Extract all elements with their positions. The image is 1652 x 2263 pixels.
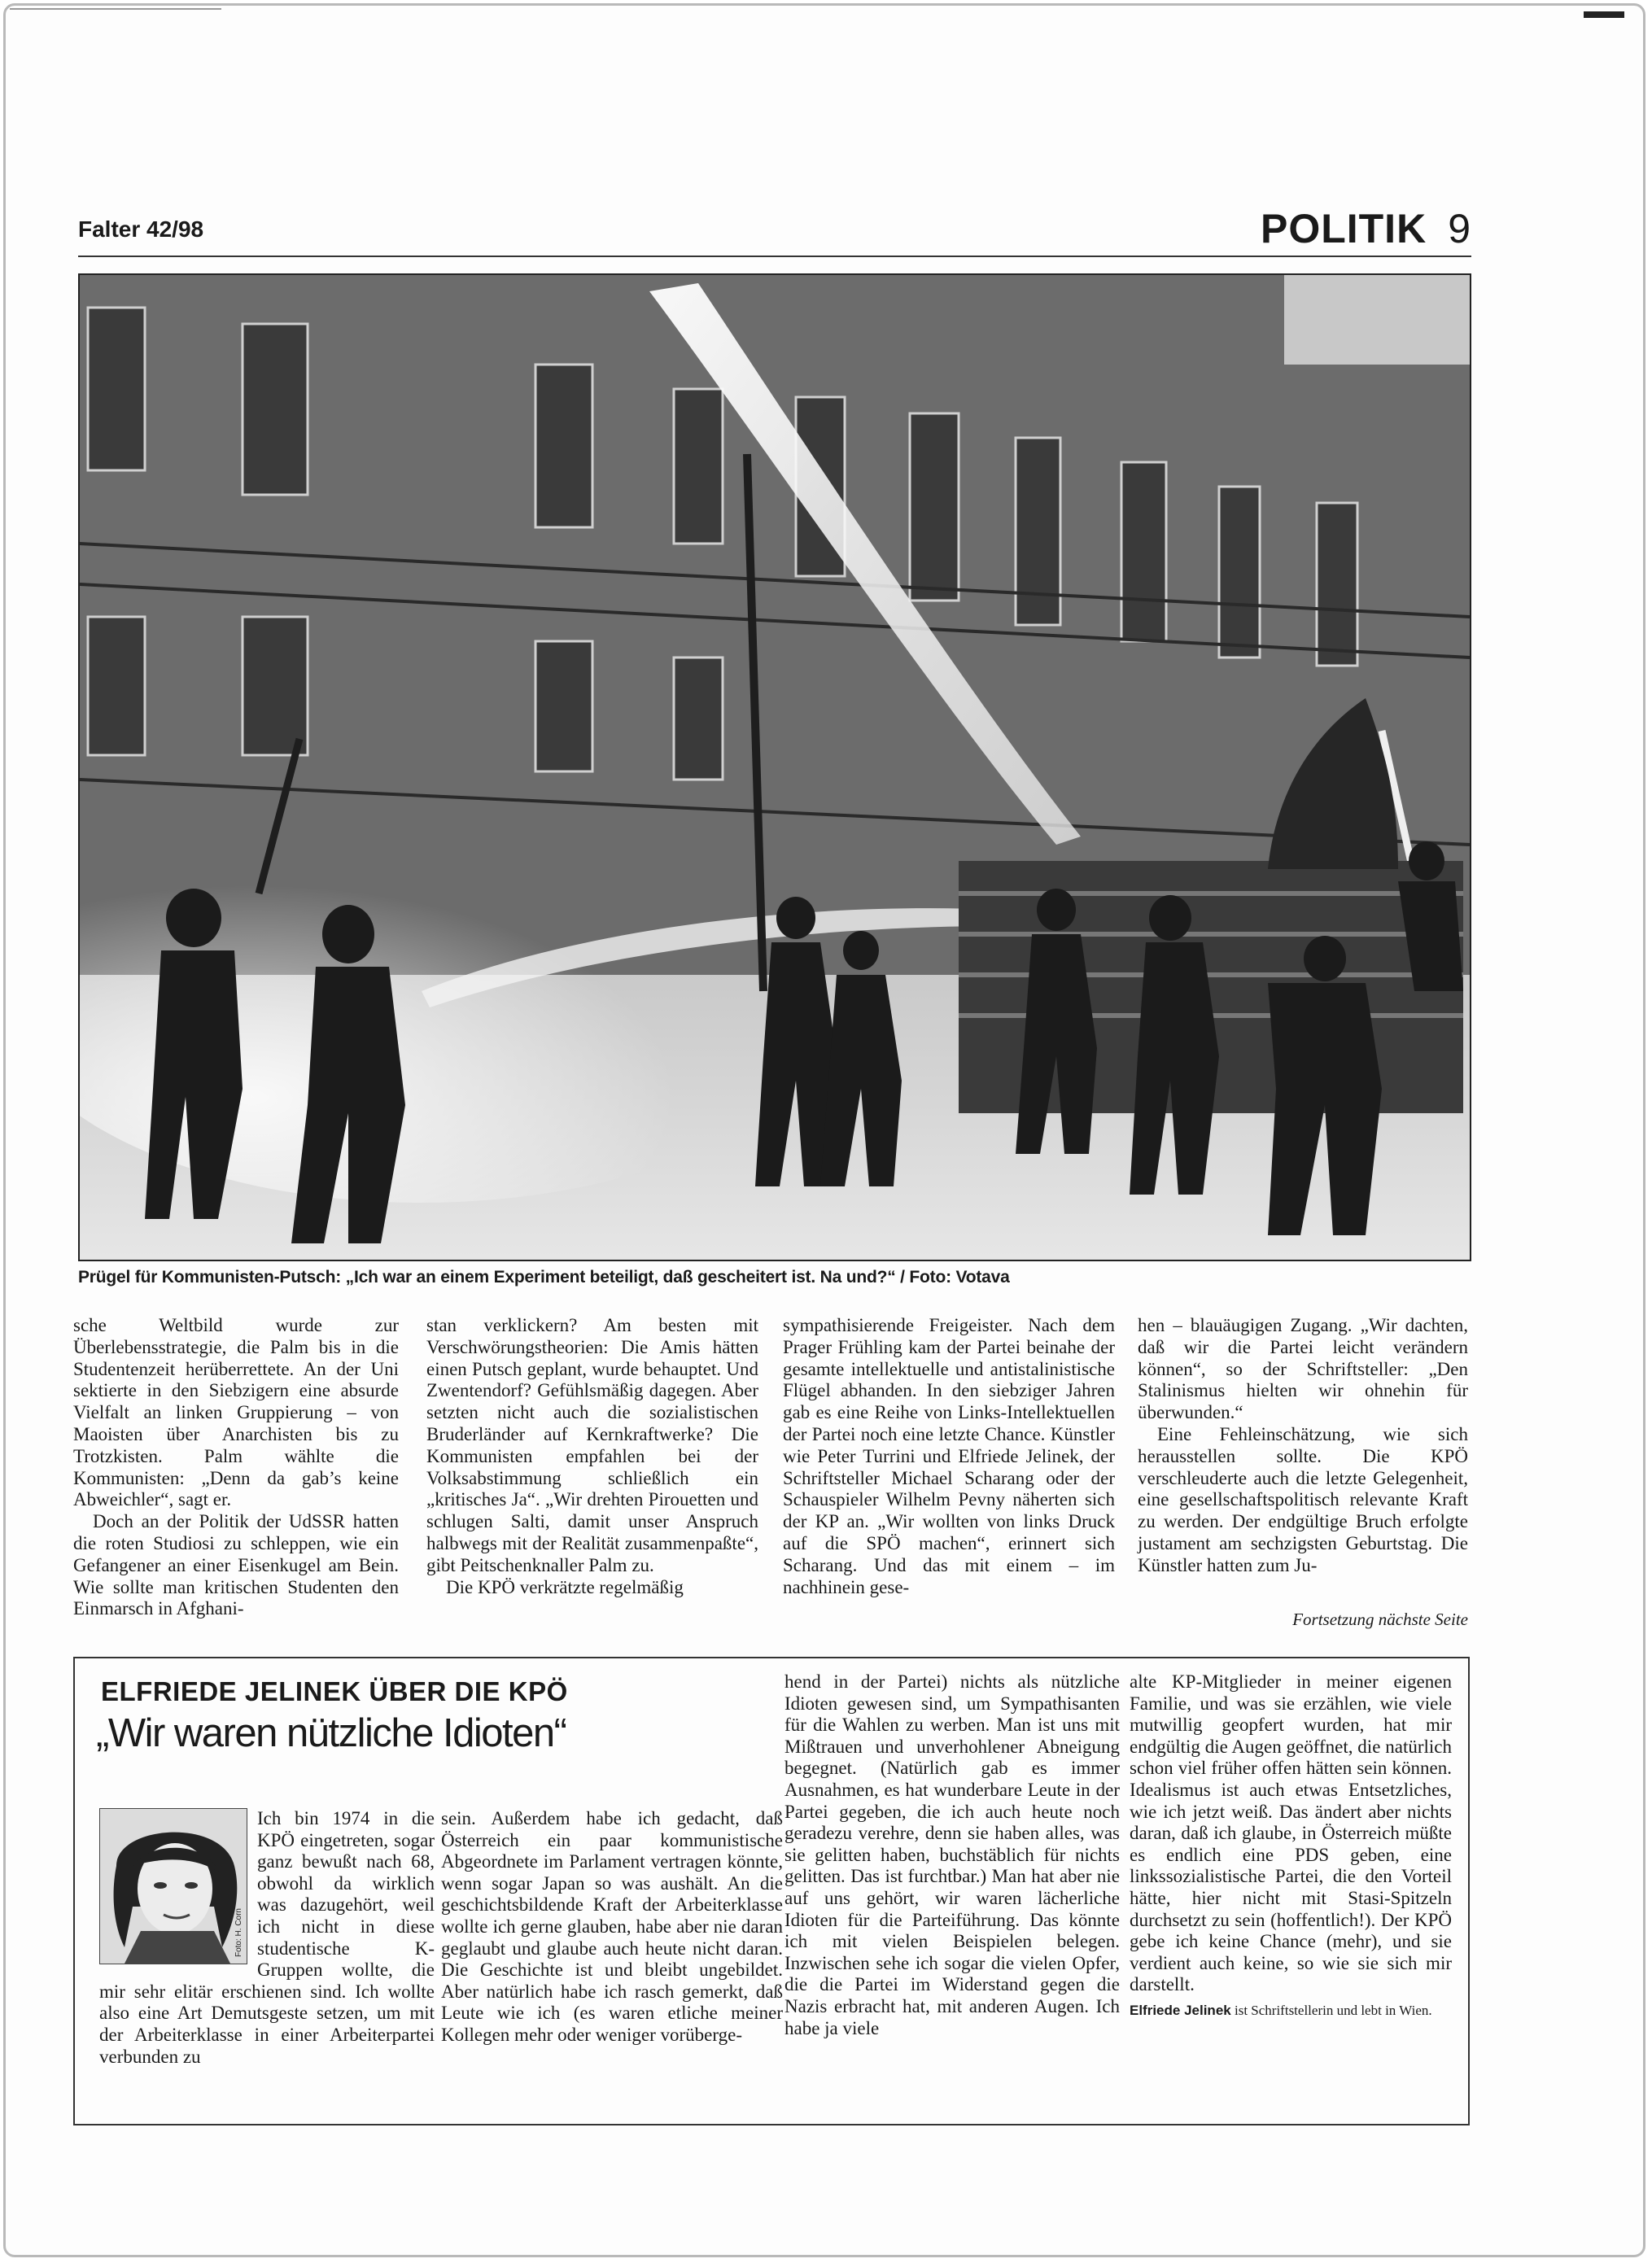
author-signature — [1130, 2003, 1452, 2019]
article-paragraph: Doch an der Politik der UdSSR hatten die roten Studiosi zu schleppen, wie ein Gefangener an einer Eisenkugel am Bein. Wie sollte man kritischen Studenten den Einmarsch in Afghani- — [73, 1511, 399, 1619]
portrait-credit: Foto: H. Corn — [234, 1907, 243, 1957]
signature-name: Elfriede Jelinek — [1130, 2002, 1231, 2018]
scan-edge-line — [10, 8, 221, 10]
section-title — [1261, 205, 1471, 252]
article-paragraph: sympathisierende Freigeister. Nach dem Prager Frühling kam der Partei beinahe der gesamte intellektuelle und antistalinistische Flügel abhanden. In den siebziger Jahren gab es eine Reihe von Links-Intellektuellen der Partei noch eine letzte Chance. Künstler wie Peter Turrini und Elfriede Jelinek, der Schriftsteller Michael Scharang oder der Schauspieler Wilhelm Pevny näherten sich der KP an. „Wir wollten von links Druck auf die SPÖ machen“, erinnert sich Scharang. Und das mit einem – im nachhinein gese- — [783, 1315, 1115, 1597]
header-rule — [78, 256, 1471, 257]
box-paragraph: sein. Außerdem habe ich gedacht, daß Österreich ein paar kommunistische Abgeordnete im Parlament vertragen könnte, wenn sogar Japan so was aushält. An die geschichtsbildende Kraft der Arbeiterklasse wollte ich gerne glauben, habe aber nie daran geglaubt und glaube auch heute nicht daran. Die Geschichte ist und bleibt ungebildet. Aber natürlich habe ich rasch gemerkt, daß Leute wie ich (es waren etliche meiner Kollegen mehr oder weniger vorüberge- — [441, 1808, 783, 2045]
signature-text: ist Schriftstellerin und lebt in Wien. — [1230, 2002, 1432, 2018]
box-column-4 — [1130, 1671, 1452, 2019]
corner-mark — [1584, 11, 1624, 18]
article-column-2 — [426, 1315, 758, 1598]
photo-illustration — [80, 275, 1470, 1260]
article-paragraph: sche Weltbild wurde zur Überlebensstrategie, die Palm bis in die Studentenzeit herüberrettete. An der Uni sektierte in den Siebzigern eine absurde Vielfalt an linken Gruppierung – von Maoisten über Anarchisten bis zu Trotzkisten. Palm wählte die Kommunisten: „Denn da gab’s keine Abweichler“, sagt er. — [73, 1315, 399, 1510]
box-column-3 — [784, 1671, 1120, 2039]
article-paragraph: stan verklickern? Am besten mit Verschwörungstheorien: Die Amis hätten einen Putsch geplant, wurde behauptet. Und Zwentendorf? Gefühlsmäßig dagegen. Aber setzten nicht auch die sozialistischen Bruderländer auf Kernkraftwerke? Die Kommunisten empfahlen bei der Volksabstimmung schließlich ein „kritisches Ja“. „Wir drehten Pirouetten und schlugen Salti, damit unser Anspruch halbwegs mit der Realität zusammenpaßte“, gibt Peitschenknaller Palm zu. — [426, 1315, 758, 1575]
photo-caption: Prügel für Kommunisten-Putsch: „Ich war an einem Experiment beteiligt, daß gescheitert ist. Na und?“ / Foto: Votava — [78, 1268, 1010, 1287]
portrait-image — [100, 1809, 247, 1964]
article-paragraph: Die KPÖ verkrätzte regelmäßig — [446, 1576, 684, 1597]
page-number: 9 — [1448, 206, 1471, 251]
continued-note: Fortsetzung nächste Seite — [1292, 1610, 1468, 1629]
article-column-1 — [73, 1315, 399, 1620]
author-portrait — [99, 1808, 247, 1964]
box-paragraph: Ich bin 1974 in die KPÖ eingetreten, sogar ganz bewußt nach 68, obwohl da wirklich was dazugehört, weil ich nicht in diese studentische K-Gruppen wollte, die mir sehr elitär erschienen sind. Ich wollte also eine Art Demutsgeste setzen, um mit der Arbeiterklasse in einer Arbeiterpartei verbunden zu — [99, 1808, 435, 2067]
article-paragraph: Eine Fehleinschätzung, wie sich herausstellen sollte. Die KPÖ verschleuderte auch die letzte Gelegenheit, eine gesellschaftspolitisch relevante Kraft zu werden. Der endgültige Bruch erfolgte justament am sechzigsten Geburtstag. Die Künstler hatten zum Ju- — [1138, 1423, 1468, 1575]
box-title: „Wir waren nützliche Idioten“ — [96, 1711, 566, 1755]
page-header — [78, 205, 1471, 256]
box-kicker: ELFRIEDE JELINEK ÜBER DIE KPÖ — [101, 1676, 568, 1706]
article-column-3 — [783, 1315, 1115, 1598]
article-paragraph: hen – blauäugigen Zugang. „Wir dachten, daß wir die Partei leicht verändern können“, so der Schriftsteller: „Den Stalinismus hielten wir ohnehin für überwunden.“ — [1138, 1315, 1468, 1423]
protest-photo — [78, 273, 1471, 1261]
box-column-2 — [441, 1808, 783, 2047]
article-column-4 — [1138, 1315, 1468, 1577]
issue-label: Falter 42/98 — [78, 216, 204, 242]
box-paragraph: alte KP-Mitglieder in meiner eigenen Familie, und was sie erzählen, wie viele mutwillig geopfert wurden, hat mir endgültig die Augen geöffnet, die natürlich schon viel früher offen hätten sein können. Idealismus ist auch etwas Entsetzliches, wie ich jetzt weiß. Das ändert aber nichts daran, daß ich glaube, in Österreich müßte es endlich eine PDS geben, eine linkssozialistische Partei, die den Vorteil hätte, hier nicht mit Stasi-Spitzeln durchsetzt zu sein (hoffentlich!). Der KPÖ gebe ich keine Chance (mehr), und sie verdient auch keine, so wie sie sich mir darstellt. — [1130, 1671, 1452, 1995]
sidebar-box — [73, 1657, 1470, 2125]
section-name: POLITIK — [1260, 206, 1427, 251]
box-paragraph: hend in der Partei) nichts als nützliche Idioten gewesen sind, um Sympathisanten für die Wahlen zu werben. Man ist uns mit Mißtrauen und unverhohlener Abneigung begegnet. (Natürlich gab es immer Ausnahmen, es hat wunderbare Leute in der Partei gegeben, die ich auch heute noch geradezu verehre, denn sie haben alles, was sie gelitten haben, buchstäblich für nichts gelitten. Das ist furchtbar.) Man hat aber nie auf uns gehört, wir waren lächerliche Idioten für die Parteiführung. Das könnte ich mit vielen Beispielen belegen. Inzwischen sehe ich sogar die vielen Opfer, die die Partei im Widerstand gegen die Nazis erbracht hat, mit anderen Augen. Ich habe ja viele — [784, 1671, 1120, 2038]
